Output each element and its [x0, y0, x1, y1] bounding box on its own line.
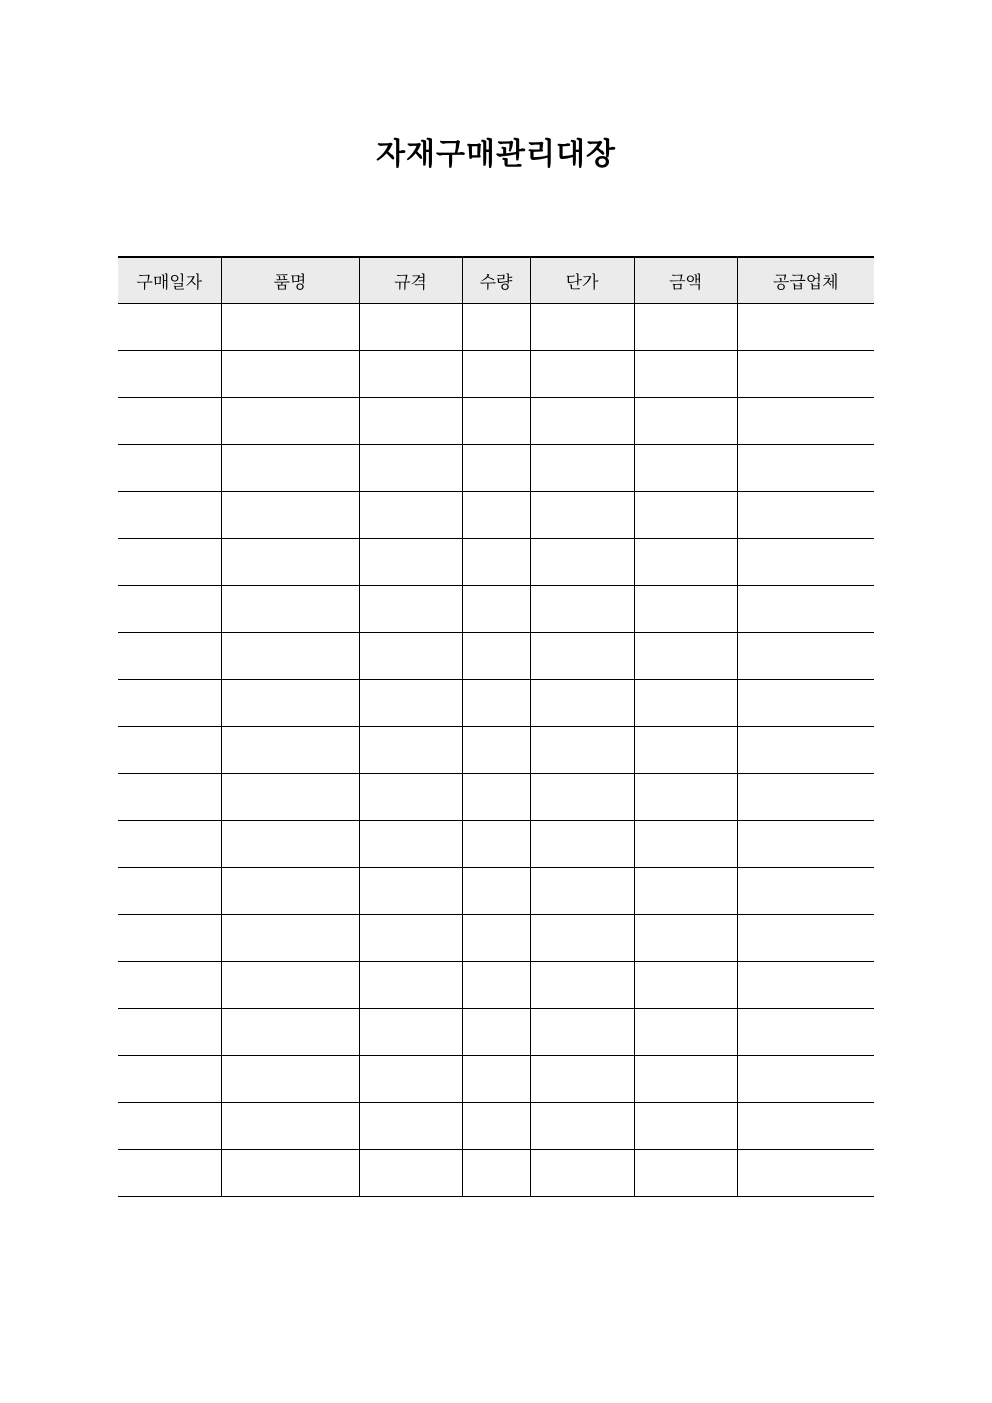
cell-spec[interactable] [359, 915, 462, 962]
column-header-purchase-date: 구매일자 [118, 257, 221, 304]
cell-supplier[interactable] [737, 1150, 874, 1197]
cell-unit-price[interactable] [530, 915, 634, 962]
cell-date[interactable] [118, 633, 221, 680]
table-row [118, 1009, 874, 1056]
cell-item[interactable] [221, 1103, 359, 1150]
cell-date[interactable] [118, 821, 221, 868]
cell-date[interactable] [118, 351, 221, 398]
cell-item[interactable] [221, 539, 359, 586]
cell-unit-price[interactable] [530, 868, 634, 915]
table-row [118, 539, 874, 586]
cell-supplier[interactable] [737, 915, 874, 962]
cell-item[interactable] [221, 304, 359, 351]
cell-supplier[interactable] [737, 304, 874, 351]
cell-item[interactable] [221, 398, 359, 445]
cell-amount[interactable] [634, 868, 737, 915]
cell-supplier[interactable] [737, 539, 874, 586]
cell-date[interactable] [118, 727, 221, 774]
cell-amount[interactable] [634, 680, 737, 727]
cell-spec[interactable] [359, 774, 462, 821]
column-header-specification: 규격 [359, 257, 462, 304]
cell-item[interactable] [221, 1150, 359, 1197]
cell-spec[interactable] [359, 304, 462, 351]
cell-qty[interactable] [462, 727, 530, 774]
cell-supplier[interactable] [737, 962, 874, 1009]
cell-supplier[interactable] [737, 445, 874, 492]
cell-qty[interactable] [462, 774, 530, 821]
cell-qty[interactable] [462, 1009, 530, 1056]
cell-spec[interactable] [359, 1056, 462, 1103]
cell-qty[interactable] [462, 398, 530, 445]
cell-item[interactable] [221, 586, 359, 633]
cell-unit-price[interactable] [530, 1103, 634, 1150]
cell-item[interactable] [221, 633, 359, 680]
cell-date[interactable] [118, 1103, 221, 1150]
cell-amount[interactable] [634, 633, 737, 680]
cell-qty[interactable] [462, 633, 530, 680]
cell-supplier[interactable] [737, 398, 874, 445]
cell-date[interactable] [118, 1009, 221, 1056]
cell-amount[interactable] [634, 304, 737, 351]
table-header [118, 257, 874, 304]
cell-unit-price[interactable] [530, 304, 634, 351]
cell-unit-price[interactable] [530, 774, 634, 821]
cell-qty[interactable] [462, 304, 530, 351]
cell-unit-price[interactable] [530, 1009, 634, 1056]
cell-supplier[interactable] [737, 633, 874, 680]
cell-item[interactable] [221, 962, 359, 1009]
purchase-ledger-table [118, 256, 874, 1197]
cell-date[interactable] [118, 539, 221, 586]
cell-spec[interactable] [359, 1009, 462, 1056]
cell-date[interactable] [118, 492, 221, 539]
cell-supplier[interactable] [737, 351, 874, 398]
cell-amount[interactable] [634, 727, 737, 774]
cell-amount[interactable] [634, 821, 737, 868]
table-row [118, 821, 874, 868]
cell-item[interactable] [221, 1009, 359, 1056]
cell-date[interactable] [118, 398, 221, 445]
cell-item[interactable] [221, 915, 359, 962]
table-row [118, 633, 874, 680]
cell-supplier[interactable] [737, 680, 874, 727]
cell-supplier[interactable] [737, 774, 874, 821]
cell-unit-price[interactable] [530, 492, 634, 539]
cell-item[interactable] [221, 821, 359, 868]
table-row [118, 774, 874, 821]
cell-spec[interactable] [359, 727, 462, 774]
cell-qty[interactable] [462, 962, 530, 1009]
cell-qty[interactable] [462, 868, 530, 915]
cell-date[interactable] [118, 1056, 221, 1103]
cell-unit-price[interactable] [530, 821, 634, 868]
cell-spec[interactable] [359, 398, 462, 445]
table-row [118, 1103, 874, 1150]
cell-spec[interactable] [359, 539, 462, 586]
cell-item[interactable] [221, 351, 359, 398]
cell-unit-price[interactable] [530, 539, 634, 586]
cell-spec[interactable] [359, 868, 462, 915]
cell-qty[interactable] [462, 586, 530, 633]
cell-item[interactable] [221, 868, 359, 915]
table-row [118, 351, 874, 398]
cell-amount[interactable] [634, 492, 737, 539]
cell-qty[interactable] [462, 539, 530, 586]
cell-unit-price[interactable] [530, 727, 634, 774]
cell-spec[interactable] [359, 586, 462, 633]
cell-supplier[interactable] [737, 727, 874, 774]
cell-qty[interactable] [462, 1103, 530, 1150]
cell-qty[interactable] [462, 1056, 530, 1103]
cell-spec[interactable] [359, 962, 462, 1009]
cell-amount[interactable] [634, 586, 737, 633]
cell-supplier[interactable] [737, 1103, 874, 1150]
table-row [118, 680, 874, 727]
table-row [118, 445, 874, 492]
cell-spec[interactable] [359, 680, 462, 727]
column-header-supplier: 공급업체 [737, 257, 874, 304]
table-row [118, 586, 874, 633]
cell-item[interactable] [221, 774, 359, 821]
cell-amount[interactable] [634, 962, 737, 1009]
cell-date[interactable] [118, 915, 221, 962]
cell-qty[interactable] [462, 915, 530, 962]
cell-qty[interactable] [462, 821, 530, 868]
cell-amount[interactable] [634, 1056, 737, 1103]
cell-supplier[interactable] [737, 868, 874, 915]
cell-item[interactable] [221, 727, 359, 774]
cell-qty[interactable] [462, 445, 530, 492]
cell-unit-price[interactable] [530, 633, 634, 680]
cell-date[interactable] [118, 774, 221, 821]
cell-amount[interactable] [634, 774, 737, 821]
cell-qty[interactable] [462, 680, 530, 727]
table-row [118, 915, 874, 962]
column-header-amount: 금액 [634, 257, 737, 304]
table-row [118, 1056, 874, 1103]
cell-supplier[interactable] [737, 1009, 874, 1056]
cell-amount[interactable] [634, 351, 737, 398]
cell-unit-price[interactable] [530, 586, 634, 633]
column-header-unit-price: 단가 [530, 257, 634, 304]
cell-spec[interactable] [359, 1103, 462, 1150]
cell-amount[interactable] [634, 1150, 737, 1197]
column-header-item-name: 품명 [221, 257, 359, 304]
cell-amount[interactable] [634, 539, 737, 586]
cell-spec[interactable] [359, 633, 462, 680]
table-row [118, 492, 874, 539]
cell-unit-price[interactable] [530, 1150, 634, 1197]
cell-supplier[interactable] [737, 1056, 874, 1103]
table-row [118, 962, 874, 1009]
cell-item[interactable] [221, 492, 359, 539]
cell-unit-price[interactable] [530, 962, 634, 1009]
cell-qty[interactable] [462, 351, 530, 398]
column-header-quantity: 수량 [462, 257, 530, 304]
cell-qty[interactable] [462, 492, 530, 539]
cell-item[interactable] [221, 1056, 359, 1103]
table-row [118, 398, 874, 445]
cell-date[interactable] [118, 962, 221, 1009]
cell-item[interactable] [221, 445, 359, 492]
cell-unit-price[interactable] [530, 398, 634, 445]
cell-amount[interactable] [634, 398, 737, 445]
cell-date[interactable] [118, 680, 221, 727]
cell-item[interactable] [221, 680, 359, 727]
cell-date[interactable] [118, 445, 221, 492]
table-row [118, 868, 874, 915]
cell-spec[interactable] [359, 351, 462, 398]
cell-date[interactable] [118, 1150, 221, 1197]
cell-date[interactable] [118, 586, 221, 633]
cell-spec[interactable] [359, 492, 462, 539]
cell-date[interactable] [118, 868, 221, 915]
cell-supplier[interactable] [737, 586, 874, 633]
cell-qty[interactable] [462, 1150, 530, 1197]
page-title: 자재구매관리대장 [376, 137, 616, 172]
cell-spec[interactable] [359, 821, 462, 868]
cell-amount[interactable] [634, 445, 737, 492]
cell-unit-price[interactable] [530, 445, 634, 492]
cell-supplier[interactable] [737, 821, 874, 868]
table-row [118, 304, 874, 351]
header-row [118, 257, 874, 304]
table-row [118, 1150, 874, 1197]
cell-amount[interactable] [634, 1009, 737, 1056]
cell-unit-price[interactable] [530, 351, 634, 398]
cell-spec[interactable] [359, 445, 462, 492]
cell-supplier[interactable] [737, 492, 874, 539]
cell-unit-price[interactable] [530, 1056, 634, 1103]
table-body [118, 304, 874, 1197]
cell-amount[interactable] [634, 1103, 737, 1150]
cell-amount[interactable] [634, 915, 737, 962]
cell-spec[interactable] [359, 1150, 462, 1197]
cell-unit-price[interactable] [530, 680, 634, 727]
cell-date[interactable] [118, 304, 221, 351]
table-row [118, 727, 874, 774]
